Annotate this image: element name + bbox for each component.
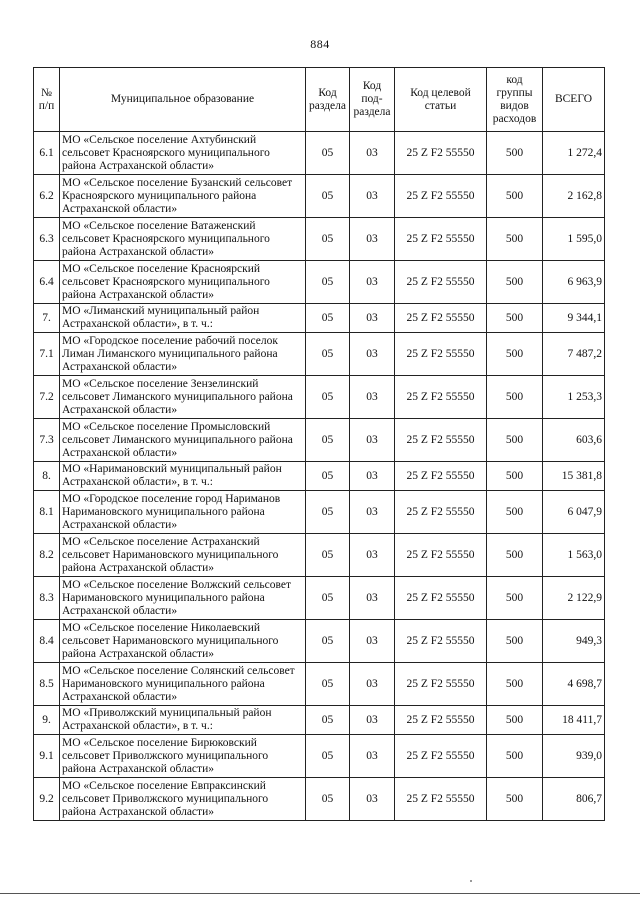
cell-subsection: 03 <box>350 620 395 663</box>
table-row <box>34 132 605 175</box>
table-row <box>34 175 605 218</box>
cell-total: 6 047,9 <box>543 491 605 534</box>
cell-section: 05 <box>306 218 350 261</box>
cell-num: 7.1 <box>34 333 60 376</box>
cell-section: 05 <box>306 706 350 735</box>
cell-num: 7.2 <box>34 376 60 419</box>
table-row <box>34 620 605 663</box>
table-row <box>34 304 605 333</box>
table-row <box>34 261 605 304</box>
cell-name: МО «Сельское поселение Красноярский сельсовет Красноярского муниципального района Астраханской области» <box>60 261 306 304</box>
cell-subsection: 03 <box>350 491 395 534</box>
cell-total: 2 162,8 <box>543 175 605 218</box>
cell-name: МО «Сельское поселение Зензелинский сельсовет Лиманского муниципального района Астраханской области» <box>60 376 306 419</box>
cell-total: 9 344,1 <box>543 304 605 333</box>
cell-group: 500 <box>487 333 543 376</box>
cell-target: 25 Z F2 55550 <box>395 491 487 534</box>
cell-num: 6.1 <box>34 132 60 175</box>
cell-total: 2 122,9 <box>543 577 605 620</box>
table-row <box>34 706 605 735</box>
cell-target: 25 Z F2 55550 <box>395 175 487 218</box>
cell-name: МО «Приволжский муниципальный район Астраханской области», в т. ч.: <box>60 706 306 735</box>
cell-target: 25 Z F2 55550 <box>395 620 487 663</box>
cell-section: 05 <box>306 304 350 333</box>
cell-section: 05 <box>306 419 350 462</box>
cell-total: 1 272,4 <box>543 132 605 175</box>
cell-total: 18 411,7 <box>543 706 605 735</box>
cell-num: 9.2 <box>34 778 60 821</box>
cell-target: 25 Z F2 55550 <box>395 577 487 620</box>
cell-group: 500 <box>487 491 543 534</box>
cell-section: 05 <box>306 175 350 218</box>
cell-group: 500 <box>487 376 543 419</box>
cell-subsection: 03 <box>350 462 395 491</box>
cell-num: 8.5 <box>34 663 60 706</box>
cell-total: 806,7 <box>543 778 605 821</box>
cell-section: 05 <box>306 132 350 175</box>
cell-group: 500 <box>487 778 543 821</box>
header-target: Код целевой статьи <box>395 68 487 132</box>
cell-section: 05 <box>306 577 350 620</box>
cell-num: 7.3 <box>34 419 60 462</box>
cell-name: МО «Сельское поселение Волжский сельсовет Наримановского муниципального района Астраханской области» <box>60 577 306 620</box>
cell-name: МО «Сельское поселение Николаевский сельсовет Наримановского муниципального района Астраханской области» <box>60 620 306 663</box>
cell-num: 8.1 <box>34 491 60 534</box>
cell-section: 05 <box>306 534 350 577</box>
cell-target: 25 Z F2 55550 <box>395 419 487 462</box>
table-row <box>34 663 605 706</box>
table-row <box>34 735 605 778</box>
cell-subsection: 03 <box>350 333 395 376</box>
cell-group: 500 <box>487 261 543 304</box>
table-header-row <box>34 68 605 132</box>
cell-target: 25 Z F2 55550 <box>395 261 487 304</box>
table-row <box>34 419 605 462</box>
cell-target: 25 Z F2 55550 <box>395 132 487 175</box>
cell-subsection: 03 <box>350 534 395 577</box>
cell-subsection: 03 <box>350 218 395 261</box>
cell-subsection: 03 <box>350 577 395 620</box>
cell-group: 500 <box>487 175 543 218</box>
cell-name: МО «Сельское поселение Евпраксинский сельсовет Приволжского муниципального района Астраханской области» <box>60 778 306 821</box>
cell-section: 05 <box>306 376 350 419</box>
cell-group: 500 <box>487 304 543 333</box>
cell-num: 8.4 <box>34 620 60 663</box>
cell-name: МО «Сельское поселение Ватаженский сельсовет Красноярского муниципального района Астраханской области» <box>60 218 306 261</box>
table-row <box>34 778 605 821</box>
header-section: Код раздела <box>306 68 350 132</box>
cell-group: 500 <box>487 735 543 778</box>
header-total: ВСЕГО <box>543 68 605 132</box>
cell-name: МО «Городское поселение рабочий поселок Лиман Лиманского муниципального района Астраханской области» <box>60 333 306 376</box>
table-row <box>34 491 605 534</box>
table-row <box>34 462 605 491</box>
cell-num: 9. <box>34 706 60 735</box>
cell-total: 1 563,0 <box>543 534 605 577</box>
cell-section: 05 <box>306 735 350 778</box>
header-subsection: Код под-раздела <box>350 68 395 132</box>
cell-subsection: 03 <box>350 419 395 462</box>
cell-total: 15 381,8 <box>543 462 605 491</box>
cell-name: МО «Городское поселение город Нариманов Наримановского муниципального района Астраханской области» <box>60 491 306 534</box>
cell-group: 500 <box>487 132 543 175</box>
cell-target: 25 Z F2 55550 <box>395 778 487 821</box>
cell-num: 8.2 <box>34 534 60 577</box>
table-row <box>34 534 605 577</box>
cell-section: 05 <box>306 261 350 304</box>
cell-group: 500 <box>487 663 543 706</box>
budget-table <box>33 67 605 821</box>
table-row <box>34 333 605 376</box>
cell-target: 25 Z F2 55550 <box>395 735 487 778</box>
cell-subsection: 03 <box>350 706 395 735</box>
cell-group: 500 <box>487 577 543 620</box>
cell-num: 8. <box>34 462 60 491</box>
cell-target: 25 Z F2 55550 <box>395 706 487 735</box>
cell-name: МО «Лиманский муниципальный район Астраханской области», в т. ч.: <box>60 304 306 333</box>
header-num: № п/п <box>34 68 60 132</box>
cell-subsection: 03 <box>350 778 395 821</box>
cell-num: 6.3 <box>34 218 60 261</box>
table-row <box>34 218 605 261</box>
cell-group: 500 <box>487 462 543 491</box>
cell-target: 25 Z F2 55550 <box>395 663 487 706</box>
cell-target: 25 Z F2 55550 <box>395 376 487 419</box>
table-row <box>34 577 605 620</box>
cell-name: МО «Сельское поселение Астраханский сельсовет Наримановского муниципального района Астраханской области» <box>60 534 306 577</box>
cell-total: 4 698,7 <box>543 663 605 706</box>
cell-section: 05 <box>306 333 350 376</box>
cell-group: 500 <box>487 620 543 663</box>
cell-total: 6 963,9 <box>543 261 605 304</box>
cell-subsection: 03 <box>350 735 395 778</box>
cell-target: 25 Z F2 55550 <box>395 304 487 333</box>
cell-total: 603,6 <box>543 419 605 462</box>
cell-target: 25 Z F2 55550 <box>395 218 487 261</box>
cell-section: 05 <box>306 491 350 534</box>
cell-subsection: 03 <box>350 175 395 218</box>
cell-name: МО «Сельское поселение Бузанский сельсовет Красноярского муниципального района Астраханской области» <box>60 175 306 218</box>
table-row <box>34 376 605 419</box>
cell-section: 05 <box>306 462 350 491</box>
cell-num: 6.4 <box>34 261 60 304</box>
cell-total: 1 253,3 <box>543 376 605 419</box>
cell-target: 25 Z F2 55550 <box>395 462 487 491</box>
cell-num: 8.3 <box>34 577 60 620</box>
cell-name: МО «Сельское поселение Солянский сельсовет Наримановского муниципального района Астраханской области» <box>60 663 306 706</box>
cell-total: 949,3 <box>543 620 605 663</box>
cell-name: МО «Сельское поселение Промысловский сельсовет Лиманского муниципального района Астраханской области» <box>60 419 306 462</box>
cell-subsection: 03 <box>350 663 395 706</box>
table-body <box>34 132 605 821</box>
page-number: 884 <box>310 37 330 51</box>
cell-section: 05 <box>306 778 350 821</box>
cell-group: 500 <box>487 534 543 577</box>
cell-group: 500 <box>487 706 543 735</box>
cell-name: МО «Наримановский муниципальный район Астраханской области», в т. ч.: <box>60 462 306 491</box>
cell-name: МО «Сельское поселение Бирюковский сельсовет Приволжского муниципального района Астраханской области» <box>60 735 306 778</box>
cell-section: 05 <box>306 620 350 663</box>
scan-speck <box>470 880 472 882</box>
cell-num: 9.1 <box>34 735 60 778</box>
page-bottom-rule <box>0 893 640 894</box>
cell-section: 05 <box>306 663 350 706</box>
header-name: Муниципальное образование <box>60 68 306 132</box>
cell-subsection: 03 <box>350 304 395 333</box>
cell-total: 1 595,0 <box>543 218 605 261</box>
cell-target: 25 Z F2 55550 <box>395 534 487 577</box>
cell-group: 500 <box>487 218 543 261</box>
cell-num: 7. <box>34 304 60 333</box>
header-group: код группы видов расходов <box>487 68 543 132</box>
cell-total: 939,0 <box>543 735 605 778</box>
cell-subsection: 03 <box>350 376 395 419</box>
cell-target: 25 Z F2 55550 <box>395 333 487 376</box>
cell-num: 6.2 <box>34 175 60 218</box>
cell-subsection: 03 <box>350 261 395 304</box>
cell-subsection: 03 <box>350 132 395 175</box>
cell-total: 7 487,2 <box>543 333 605 376</box>
cell-group: 500 <box>487 419 543 462</box>
cell-name: МО «Сельское поселение Ахтубинский сельсовет Красноярского муниципального района Астраханской области» <box>60 132 306 175</box>
